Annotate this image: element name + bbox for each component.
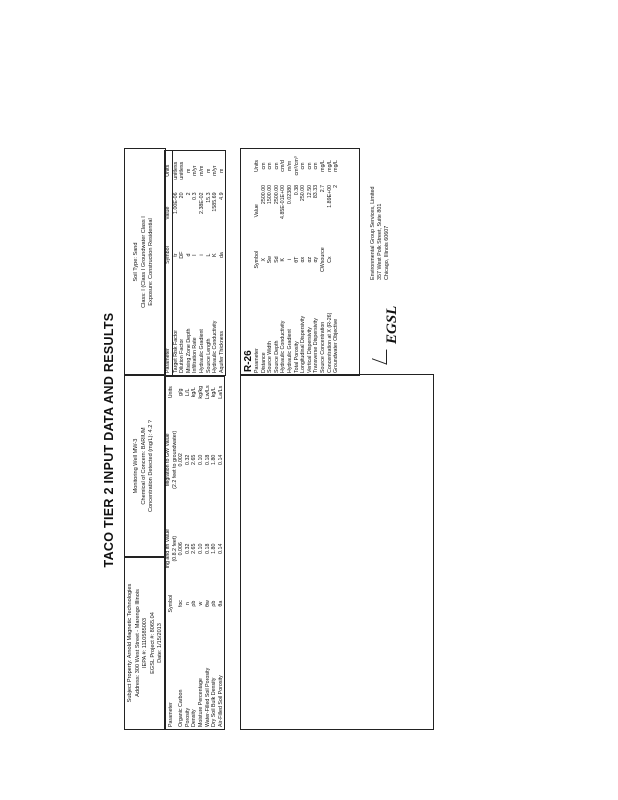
egsl-project: EGSL Project #: 8065.04 bbox=[149, 612, 156, 674]
table-cell-units: mg/L bbox=[319, 160, 326, 172]
table-cell-units: unitless bbox=[179, 161, 186, 180]
table-cell-symbol: n bbox=[184, 602, 191, 606]
table-cell-parameter: Transverse Dispersivity bbox=[313, 318, 320, 373]
table-row bbox=[280, 149, 287, 375]
table-cell-units: g/g bbox=[178, 388, 185, 396]
table-row bbox=[205, 377, 212, 730]
table-row bbox=[294, 149, 301, 375]
table-cell-parameter: Source Depth bbox=[273, 340, 280, 373]
company-name: Environmental Group Services, Limited bbox=[370, 186, 376, 280]
col-symbol: Symbol bbox=[165, 236, 173, 275]
table-cell-value: 1.00E-06 bbox=[172, 192, 179, 214]
table-cell-units: m/yr bbox=[212, 165, 219, 176]
table-cell-symbol: tr bbox=[172, 253, 179, 257]
table-cell-parameter: Target Risk Factor bbox=[172, 330, 179, 373]
r26-heading: R-26 bbox=[243, 350, 254, 372]
col-parameter: Parameter bbox=[254, 348, 260, 373]
table-cell-units: m bbox=[205, 168, 212, 173]
table-cell-parameter: Aquifer Thickness bbox=[218, 330, 225, 373]
table-row bbox=[261, 149, 268, 375]
table-cell-parameter: Source Concentration bbox=[319, 321, 326, 373]
table-cell-parameter: Infiltration Rate bbox=[192, 337, 199, 373]
subject-address: Address: 300 West Street - Marengo Illinois bbox=[134, 589, 141, 697]
table-cell-units: cm bbox=[306, 162, 313, 170]
table-cell-units: m bbox=[185, 168, 192, 173]
table-cell-units: m/yr bbox=[192, 165, 199, 176]
groundwater-class: Class: I (Class I Groundwater Class I bbox=[140, 216, 147, 308]
r26-section bbox=[240, 148, 360, 376]
table-cell-v2: 0.18 bbox=[204, 454, 211, 465]
table-cell-units: kg/kg bbox=[197, 385, 204, 399]
table-cell-units: m/m bbox=[198, 165, 205, 176]
table-row bbox=[179, 151, 186, 376]
table-cell-parameter: Porosity bbox=[184, 707, 191, 727]
table-cell-symbol: αz bbox=[306, 256, 313, 263]
table-cell-units: m/m bbox=[286, 160, 293, 172]
table-cell-units: L/L bbox=[184, 388, 191, 396]
table-row bbox=[218, 377, 225, 730]
table-row bbox=[206, 151, 213, 376]
table-cell-units: Lw/Ls bbox=[204, 385, 211, 400]
table-cell-units: unitless bbox=[172, 161, 179, 180]
table-cell-value: 20 bbox=[179, 192, 186, 199]
table-cell-symbol: i bbox=[286, 259, 293, 261]
table-cell-symbol: i bbox=[198, 254, 205, 256]
chemical-of-concern: Chemical of Concern: BARIUM bbox=[140, 427, 147, 505]
col-units: Units bbox=[165, 151, 173, 191]
table-cell-value: 2.7 bbox=[319, 184, 326, 193]
table-cell-value: 2.38E-02 bbox=[198, 192, 205, 214]
table-cell-parameter: Dilution Factor bbox=[179, 338, 186, 373]
table-cell-value: 2 bbox=[333, 184, 340, 188]
table-cell-parameter: Hydraulic Conductivity bbox=[280, 320, 287, 373]
table-cell-symbol: d bbox=[185, 253, 192, 257]
table-cell-parameter: Total Porosity bbox=[293, 341, 300, 373]
table-cell-symbol: Sw bbox=[267, 256, 274, 264]
report-date: Date: 1/15/2013 bbox=[157, 623, 164, 663]
col-value: Value bbox=[254, 204, 260, 218]
blank-results-box bbox=[240, 374, 434, 730]
table-cell-units: mg/L bbox=[333, 160, 340, 172]
table-row bbox=[274, 149, 281, 375]
table-cell-value: 1.89E+00 bbox=[326, 184, 333, 208]
company-address-line-1: 357 West Polk Street, Suite 801 bbox=[377, 203, 383, 280]
table-cell-symbol: I bbox=[192, 254, 199, 256]
table-cell-value: 12.50 bbox=[306, 184, 313, 199]
table-cell-symbol: da bbox=[218, 252, 225, 259]
company-address bbox=[370, 187, 391, 280]
report-title: TACO TIER 2 INPUT DATA AND RESULTS bbox=[102, 312, 116, 568]
monitoring-well: Monitoring Well MW-3 bbox=[133, 438, 139, 494]
col-value-1: Ing and ith Value (0.8.2 feet) bbox=[165, 529, 178, 569]
table-cell-parameter: Moisture Percentage bbox=[197, 678, 204, 727]
table-cell-v1: 0.18 bbox=[204, 543, 211, 554]
table-cell-value: 0.38 bbox=[293, 184, 300, 196]
table-cell-parameter: Vertical Dispersivity bbox=[306, 327, 313, 373]
table-row bbox=[307, 149, 314, 375]
table-cell-symbol: Cx bbox=[326, 256, 333, 263]
table-cell-parameter: Air-Filled Soil Porosity bbox=[217, 675, 224, 727]
table-cell-symbol bbox=[333, 239, 340, 281]
table-cell-symbol: θT bbox=[293, 256, 300, 263]
table-cell-v1: 2.65 bbox=[191, 543, 198, 554]
table-cell-value: 83.33 bbox=[313, 184, 320, 199]
table-cell-value: 2 bbox=[185, 192, 192, 196]
col-units: Units bbox=[254, 159, 260, 172]
table-cell-parameter: Hydraulic Gradient bbox=[286, 329, 293, 373]
table-cell-symbol: ρb bbox=[211, 600, 218, 607]
table-cell-parameter: Dry Soil Bulk Density bbox=[211, 677, 218, 727]
table-cell-units: cm bbox=[260, 162, 267, 170]
soil-info-box bbox=[124, 148, 166, 376]
table-row bbox=[327, 149, 334, 375]
table-row bbox=[219, 151, 226, 376]
table-row bbox=[320, 149, 327, 375]
table-cell-units: cm bbox=[273, 162, 280, 170]
table-cell-v2: 0.002 bbox=[178, 453, 185, 467]
table-cell-parameter: Concentration at X (R-26) bbox=[326, 312, 333, 373]
soil-type: Soil Type: Sand bbox=[133, 242, 139, 282]
table-row bbox=[313, 149, 320, 375]
table-cell-units: cm/d bbox=[280, 160, 287, 172]
table-cell-value: 250.00 bbox=[300, 184, 307, 202]
table-row bbox=[191, 377, 198, 730]
table-cell-units: La/Ls bbox=[217, 385, 224, 399]
table-cell-units: cm bbox=[267, 162, 274, 170]
table-cell-parameter: Density bbox=[191, 709, 198, 727]
table-row bbox=[211, 377, 218, 730]
table-cell-value: 4.9 bbox=[218, 192, 225, 200]
table-cell-v1: 0.32 bbox=[184, 543, 191, 554]
subject-info-box bbox=[124, 556, 166, 730]
aquifer-parameter-table bbox=[164, 150, 226, 376]
table-cell-units: kg/L bbox=[211, 387, 218, 398]
table-row bbox=[172, 151, 179, 376]
table-row bbox=[186, 151, 193, 376]
table-row bbox=[198, 377, 205, 730]
table-cell-units: cm bbox=[313, 162, 320, 170]
table-row bbox=[199, 151, 206, 376]
egsl-swoosh-icon bbox=[372, 344, 387, 364]
col-value: Value bbox=[165, 190, 173, 235]
company-address-line-2: Chicago, Illinois 60607 bbox=[384, 225, 390, 280]
table-cell-symbol: αx bbox=[300, 256, 307, 263]
table-cell-v2: 0.10 bbox=[197, 454, 204, 465]
table-cell-symbol: Sd bbox=[273, 256, 280, 263]
table-row bbox=[185, 377, 192, 730]
exposure-route: Exposure: Construction Residential bbox=[148, 218, 155, 306]
table-cell-units: cm bbox=[300, 162, 307, 170]
table-cell-symbol: θa bbox=[217, 600, 224, 607]
table-cell-parameter: Source Width bbox=[267, 341, 274, 373]
table-row bbox=[212, 151, 219, 376]
rotated-report-sheet bbox=[102, 150, 432, 730]
table-row bbox=[333, 149, 340, 375]
col-symbol: Symbol bbox=[254, 250, 260, 269]
table-row bbox=[287, 149, 294, 375]
table-cell-value: 1585.69 bbox=[212, 192, 219, 212]
subject-property: Subject Property: Arnold Magnetic Technologies bbox=[127, 583, 133, 703]
col-parameter: Parameter bbox=[165, 274, 173, 375]
table-cell-value: 1500.00 bbox=[267, 184, 274, 205]
table-cell-symbol: K bbox=[280, 257, 287, 262]
table-cell-units: kg/L bbox=[191, 387, 198, 398]
iepa-number: IEPA #: 1110585003 bbox=[142, 617, 149, 669]
table-cell-v1: 0.10 bbox=[197, 543, 204, 554]
table-cell-symbol: CWsource bbox=[319, 247, 326, 273]
table-cell-symbol: DF bbox=[179, 251, 186, 259]
table-cell-v1: 1.80 bbox=[211, 543, 218, 554]
table-cell-symbol: K bbox=[212, 253, 219, 257]
table-cell-v2: 0.32 bbox=[184, 454, 191, 465]
r26-table bbox=[254, 149, 340, 375]
table-cell-units: m bbox=[218, 168, 225, 173]
table-cell-units: cm³/cm³ bbox=[293, 156, 300, 176]
table-cell-symbol: θw bbox=[204, 600, 211, 607]
col-value-2: Migration to GW Value (2.2 feet to groundwater) bbox=[165, 430, 178, 489]
company-block bbox=[364, 150, 424, 372]
col-symbol: Symbol bbox=[168, 594, 175, 613]
col-parameter: Parameter bbox=[168, 702, 175, 727]
table-cell-value: 4.85E-01E+00 bbox=[280, 184, 287, 219]
table-row bbox=[300, 149, 307, 375]
table-cell-symbol: foc bbox=[178, 600, 185, 608]
table-cell-value: 2500.00 bbox=[260, 184, 267, 205]
table-cell-v2: 0.14 bbox=[217, 454, 224, 465]
table-cell-parameter: Water-Filled Soil Porosity bbox=[204, 667, 211, 727]
soil-parameter-table bbox=[164, 376, 225, 730]
table-cell-parameter: Mixing Zone Depth bbox=[185, 328, 192, 373]
table-cell-v1: 0.006 bbox=[178, 542, 185, 556]
well-info-box bbox=[124, 374, 166, 558]
table-cell-value: 0.02380 bbox=[286, 184, 293, 205]
table-cell-parameter: Hydraulic Conductivity bbox=[212, 320, 219, 373]
table-cell-units: mg/L bbox=[326, 160, 333, 172]
table-row bbox=[192, 151, 199, 376]
table-cell-symbol: X bbox=[260, 257, 267, 262]
egsl-logo: EGSL bbox=[384, 305, 400, 344]
table-cell-parameter: Source Length bbox=[205, 338, 212, 373]
table-cell-value: 0.3 bbox=[192, 192, 199, 200]
table-cell-v2: 1.80 bbox=[211, 454, 218, 465]
table-cell-parameter: Distance bbox=[260, 352, 267, 373]
table-cell-value: 15.3 bbox=[205, 192, 212, 203]
table-cell-parameter: Organic Carbon bbox=[178, 689, 185, 727]
table-cell-parameter: Groundwater Objective bbox=[333, 318, 340, 373]
table-row bbox=[267, 149, 274, 375]
table-cell-symbol: L bbox=[205, 253, 212, 257]
col-units: Units bbox=[168, 386, 175, 399]
table-row bbox=[178, 377, 185, 730]
table-cell-symbol: αy bbox=[313, 256, 320, 263]
table-cell-parameter: Longitudinal Dispersivity bbox=[300, 315, 307, 373]
table-cell-symbol: ρb bbox=[191, 600, 198, 607]
table-cell-parameter: Hydraulic Gradient bbox=[198, 329, 205, 373]
table-cell-v1: 0.14 bbox=[217, 543, 224, 554]
table-cell-v2: 2.65 bbox=[191, 454, 198, 465]
concentration-detected: Concentration Detected (mg/L): 4.2 ? bbox=[148, 419, 155, 513]
table-cell-value: 2500.00 bbox=[273, 184, 280, 205]
table-cell-symbol: w bbox=[197, 601, 204, 606]
